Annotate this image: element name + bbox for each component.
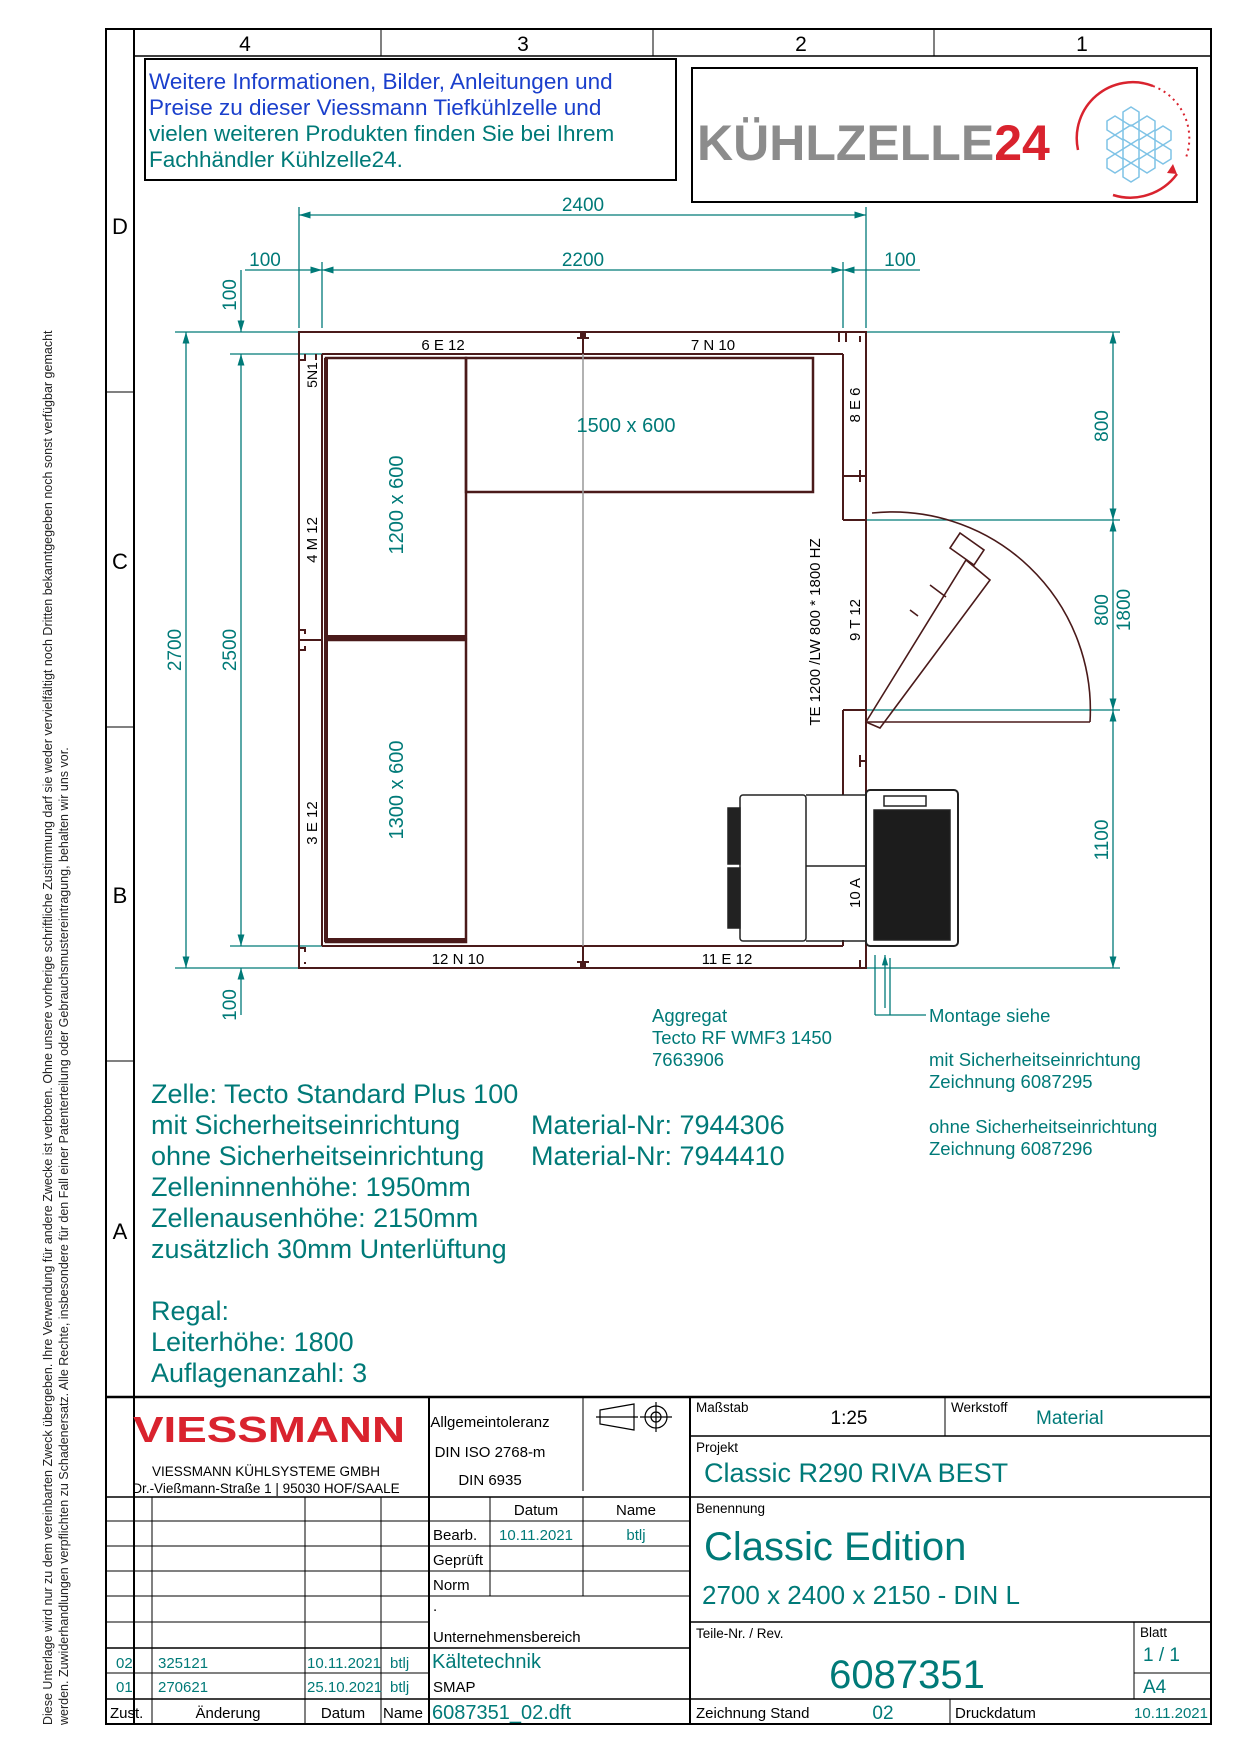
spec-shelf-title: Regal: bbox=[151, 1296, 230, 1326]
drawing-state-value: 02 bbox=[872, 1703, 894, 1724]
copyright-line-2: werden. Zuwiderhandlungen verpflichten zu Schadenersatz. Alle Rechte, insbesondere für den Fall einer Patenterteilung oder Gebrauchsmustereintragung, behalten wir uns vor. bbox=[57, 747, 71, 1725]
print-date-value: 10.11.2021 bbox=[1134, 1705, 1208, 1722]
division-label: Unternehmensbereich bbox=[433, 1629, 581, 1646]
revision-2-date: 25.10.2021 bbox=[307, 1679, 383, 1696]
spec-inner-height: Zelleninnenhöhe: 1950mm bbox=[151, 1172, 471, 1202]
panel-left-lower: 3 E 12 bbox=[304, 801, 321, 845]
dot-label: . bbox=[433, 1598, 438, 1615]
mounting-line-3: Zeichnung 6087295 bbox=[929, 1071, 1093, 1092]
project-value: Classic R290 RIVA BEST bbox=[704, 1458, 1009, 1488]
panel-right-upper: 8 E 6 bbox=[847, 387, 864, 423]
company-address: Dr.-Vießmann-Straße 1 | 95030 HOF/SAALE bbox=[132, 1481, 400, 1496]
rev-header-change: Änderung bbox=[195, 1705, 261, 1722]
spec-cell: Zelle: Tecto Standard Plus 100 bbox=[151, 1079, 519, 1109]
dim-left-inner: 2500 bbox=[220, 628, 241, 672]
part-value: 6087351 bbox=[829, 1653, 985, 1697]
dim-right-door: 800 bbox=[1092, 594, 1113, 626]
copyright-line-1: Diese Unterlage wird nur zu dem vereinbarten Zweck übergeben. Ihre Verwendung für andere Zwecke ist verboten. Ohne unsere vorherige schriftliche Zustimmung darf sie weder vervielfältigt noch Dritten bekanntgegeben noch sonst verfügbar gemacht bbox=[41, 330, 55, 1725]
material-value: Material bbox=[1036, 1408, 1104, 1429]
rev-header-date: Datum bbox=[320, 1705, 366, 1722]
grid-column-4: 4 bbox=[239, 33, 251, 56]
rev-header-zust: Zust. bbox=[110, 1705, 144, 1722]
panel-corner: 5N1 bbox=[304, 362, 320, 388]
dim-top-total: 2400 bbox=[561, 195, 605, 216]
designation-subtitle: 2700 x 2400 x 2150 - DIN L bbox=[702, 1580, 1020, 1610]
grid-column-1: 1 bbox=[1076, 33, 1088, 56]
name-header: Name bbox=[615, 1502, 657, 1519]
grid-column-2: 2 bbox=[795, 33, 807, 56]
checked-label: Geprüft bbox=[433, 1552, 484, 1569]
dim-right-door-total: 1800 bbox=[1114, 588, 1135, 632]
designation-label: Benennung bbox=[696, 1501, 766, 1516]
smap-value: 6087351_02.dft bbox=[432, 1702, 572, 1724]
mounting-line-4: ohne Sicherheitseinrichtung bbox=[929, 1116, 1158, 1137]
edited-date: 10.11.2021 bbox=[499, 1527, 573, 1544]
norm-label: Norm bbox=[433, 1577, 470, 1594]
dim-top-inner: 2200 bbox=[561, 250, 605, 271]
panel-right-lower: 10 A bbox=[847, 877, 864, 909]
spec-with-safety-material: Material-Nr: 7944306 bbox=[531, 1110, 785, 1140]
company-name: VIESSMANN KÜHLSYSTEME GMBH bbox=[151, 1464, 381, 1479]
aggregate-line-3: 7663906 bbox=[652, 1049, 725, 1070]
dim-top-left-margin: 100 bbox=[249, 250, 281, 271]
viessmann-logo bbox=[133, 1409, 405, 1450]
edited-label: Bearb. bbox=[433, 1527, 478, 1544]
spec-without-safety-material: Material-Nr: 7944410 bbox=[531, 1141, 785, 1171]
revision-1-name: btlj bbox=[390, 1655, 410, 1672]
grid-row-d: D bbox=[112, 214, 128, 239]
panel-top-right: 7 N 10 bbox=[690, 337, 736, 354]
revision-2-name: btlj bbox=[390, 1679, 410, 1696]
info-line-3: vielen weiteren Produkten finden Sie bei Ihrem bbox=[149, 121, 615, 146]
drawing-state-label: Zeichnung Stand bbox=[696, 1705, 810, 1722]
scale-value: 1:25 bbox=[830, 1408, 868, 1429]
revision-2-zust: 01 bbox=[116, 1679, 133, 1696]
project-label: Projekt bbox=[696, 1440, 739, 1455]
revision-1-zust: 02 bbox=[116, 1655, 133, 1672]
panel-bottom-right: 11 E 12 bbox=[701, 951, 753, 968]
aggregate-line-2: Tecto RF WMF3 1450 bbox=[652, 1027, 832, 1048]
projection-symbol-icon bbox=[596, 1402, 672, 1432]
aggregate-unit bbox=[728, 790, 958, 946]
designation-title: Classic Edition bbox=[704, 1525, 967, 1569]
dim-left-outer: 2700 bbox=[165, 628, 186, 672]
part-label: Teile-Nr. / Rev. bbox=[696, 1626, 784, 1641]
dim-top-right-margin: 100 bbox=[884, 250, 916, 271]
snowflake-icon bbox=[1077, 82, 1190, 197]
print-date-label: Druckdatum bbox=[955, 1705, 1036, 1722]
shelf-left-upper-label: 1200 x 600 bbox=[386, 455, 408, 555]
info-line-2: Preise zu dieser Viessmann Tiefkühlzelle und bbox=[149, 95, 602, 120]
material-label: Werkstoff bbox=[951, 1400, 1008, 1415]
sheet-label: Blatt bbox=[1140, 1625, 1168, 1640]
mounting-line-2: mit Sicherheitseinrichtung bbox=[929, 1049, 1141, 1070]
smap-label: SMAP bbox=[433, 1679, 476, 1696]
grid-row-b: B bbox=[112, 883, 128, 908]
dim-left-top-margin: 100 bbox=[220, 279, 241, 311]
revision-1-change: 325121 bbox=[158, 1655, 209, 1672]
dim-right-top: 800 bbox=[1092, 410, 1113, 442]
revision-2-change: 270621 bbox=[158, 1679, 209, 1696]
tolerance-label: Allgemeintoleranz bbox=[430, 1414, 550, 1431]
door-label: TE 1200 /LW 800 * 1800 HZ bbox=[807, 538, 824, 726]
shelf-top-label: 1500 x 600 bbox=[576, 415, 676, 437]
kuehlzelle24-logo: KÜHLZELLE24 bbox=[697, 115, 1050, 171]
sheet-value: 1 / 1 bbox=[1143, 1645, 1180, 1666]
tolerance-standard-2: DIN 6935 bbox=[458, 1472, 522, 1489]
spec-supports: Auflagenanzahl: 3 bbox=[151, 1358, 368, 1388]
spec-ventilation: zusätzlich 30mm Unterlüftung bbox=[151, 1234, 507, 1264]
dimension-lines bbox=[175, 207, 1120, 1015]
spec-outer-height: Zellenausenhöhe: 2150mm bbox=[151, 1203, 479, 1233]
format-value: A4 bbox=[1143, 1677, 1167, 1698]
rev-header-name: Name bbox=[383, 1705, 424, 1722]
shelf-left-lower-label: 1300 x 600 bbox=[386, 740, 408, 840]
panel-bottom-left: 12 N 10 bbox=[431, 951, 485, 968]
grid-row-a: A bbox=[112, 1219, 128, 1244]
svg-text:VIESSMANN: VIESSMANN bbox=[133, 1409, 405, 1450]
panel-right-door: 9 T 12 bbox=[847, 599, 864, 641]
date-header: Datum bbox=[513, 1502, 559, 1519]
spec-with-safety: mit Sicherheitseinrichtung bbox=[151, 1110, 461, 1140]
panel-top-left: 6 E 12 bbox=[421, 337, 465, 354]
grid-row-c: C bbox=[112, 549, 128, 574]
door-swing bbox=[866, 512, 1090, 728]
mounting-line-5: Zeichnung 6087296 bbox=[929, 1138, 1093, 1159]
grid-column-3: 3 bbox=[517, 33, 529, 56]
aggregate-line-1: Aggregat bbox=[652, 1005, 728, 1026]
info-line-4: Fachhändler Kühlzelle24. bbox=[149, 147, 403, 172]
tolerance-standard-1: DIN ISO 2768-m bbox=[434, 1444, 546, 1461]
edited-name: btlj bbox=[626, 1527, 646, 1544]
spec-without-safety: ohne Sicherheitseinrichtung bbox=[151, 1141, 485, 1171]
panel-left-upper: 4 M 12 bbox=[304, 517, 321, 563]
mounting-line-1: Montage siehe bbox=[929, 1005, 1051, 1026]
spec-ladder-height: Leiterhöhe: 1800 bbox=[151, 1327, 354, 1357]
info-line-1: Weitere Informationen, Bilder, Anleitungen und bbox=[149, 69, 613, 94]
division-value: Kältetechnik bbox=[432, 1651, 541, 1673]
dim-right-bottom: 1100 bbox=[1092, 819, 1113, 861]
scale-label: Maßstab bbox=[696, 1400, 749, 1415]
dim-left-bottom-margin: 100 bbox=[220, 989, 241, 1021]
revision-1-date: 10.11.2021 bbox=[307, 1655, 381, 1672]
